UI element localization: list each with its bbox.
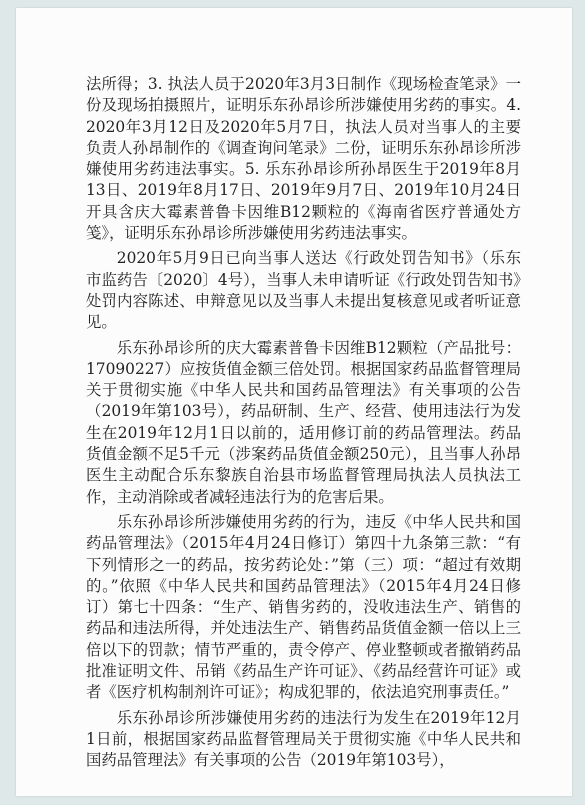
paragraph-applicable-law: 乐东孙昂诊所涉嫌使用劣药的违法行为发生在2019年12月1日前，根据国家药品监督管理局关于贯彻实施《中华人民共和国药品管理法》有关事项的公告（2019年第103号）， (86, 708, 521, 770)
scanned-page (16, 8, 572, 796)
paragraph-legal-violation: 乐东孙昂诊所涉嫌使用劣药的行为，违反《中华人民共和国药品管理法》（2015年4月24日修订）第四十九条第三款：“有下列情形之一的药品，按劣药论处：”第（三）项：“超过有效期的。”依照《中华人民共和国药品管理法》（2015年4月24日修订）第七十四条：“生产、销售劣药的，没收违法生产、销售的药品和违法所得，并处违法生产、销售药品货值金额一倍以上三倍以下的罚款；情节严重的，责令停产、停业整顿或者撤销药品批准证明文件、吊销《药品生产许可证》、《药品经营许可证》或者《医疗机构制剂许可证》；构成犯罪的，依法追究刑事责任。” (86, 512, 521, 702)
paragraph-notice: 2020年5月9日已向当事人送达《行政处罚告知书》（乐东市监药告〔2020〕4号），当事人未申请听证《行政处罚告知书》处罚内容陈述、申辩意见以及当事人未提出复核意见或者听证意见。 (86, 249, 521, 332)
document-body (86, 74, 521, 772)
paragraph-evidence: 法所得；3. 执法人员于2020年3月3日制作《现场检查笔录》一份及现场拍摄照片，证明乐东孙昂诊所涉嫌使用劣药的事实。4. 2020年3月12日及2020年5月7日，执法人员对当事人的主要负责人孙昂制作的《调查询问笔录》二份，证明乐东孙昂诊所涉嫌使用劣药违法事实。5. 乐东孙昂诊所孙昂医生于2019年8月13日、2019年8月17日、2019年9月7日、2019年10月24日开具含庆大霉素普鲁卡因维B12颗粒的《海南省医疗普通处方笺》，证明乐东孙昂诊所涉嫌使用劣药违法事实。 (86, 75, 521, 243)
paragraph-penalty-basis: 乐东孙昂诊所的庆大霉素普鲁卡因维B12颗粒（产品批号：17090227）应按货值金额三倍处罚。根据国家药品监督管理局关于贯彻实施《中华人民共和国药品管理法》有关事项的公告（2019年第103号），药品研制、生产、经营、使用违法行为发生在2019年12月1日以前的，适用修订前的药品管理法。药品货值金额不足5千元（涉案药品货值金额250元），且当事人孙昂医生主动配合乐东黎族自治县市场监督管理局执法人员执法工作，主动消除或者减轻违法行为的危害后果。 (86, 338, 521, 506)
